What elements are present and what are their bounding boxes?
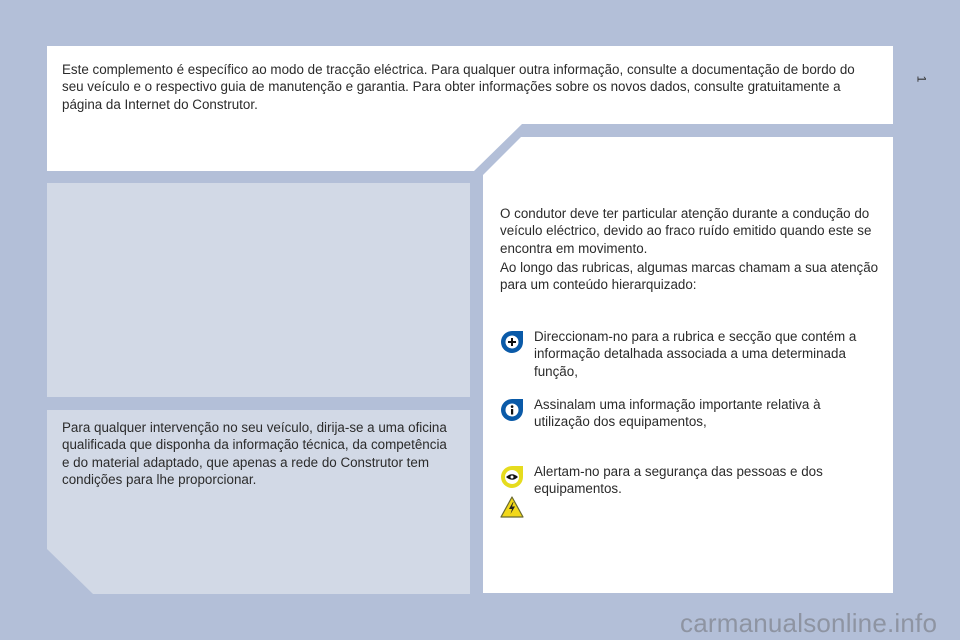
driver-notice-paragraph: O condutor deve ter particular atenção durante a condução do veículo eléctrico, devido ao fraco ruído emitido quando este se encontra em movimento. bbox=[500, 206, 872, 256]
eye-icon bbox=[500, 465, 524, 489]
legend-plus-label: Direccionam-no para a rubrica e secção que contém a informação detalhada associada a uma determinada função, bbox=[534, 329, 857, 379]
marks-intro-paragraph: Ao longo das rubricas, algumas marcas chamam a sua atenção para um conteúdo hierarquizado: bbox=[500, 260, 879, 293]
plus-icon bbox=[500, 330, 524, 354]
high-voltage-warning-icon bbox=[500, 496, 524, 518]
left-top-panel bbox=[47, 183, 470, 397]
intro-paragraph: Este complemento é específico ao modo de tracção eléctrica. Para qualquer outra informação, consulte a documentação de bordo do seu veículo e o respectivo guia de manutenção e garantia. Para obter informações sobre os novos dados, consulte gratuitamente a página da Internet do Construtor. bbox=[62, 62, 855, 112]
page-number: 1 bbox=[914, 75, 929, 83]
legend-alert-label: Alertam-no para a segurança das pessoas e dos equipamentos. bbox=[534, 464, 823, 497]
legend-info-label: Assinalam uma informação importante relativa à utilização dos equipamentos, bbox=[534, 397, 821, 430]
watermark: carmanualsonline.info bbox=[680, 608, 938, 638]
info-icon bbox=[500, 398, 524, 422]
workshop-notice-paragraph: Para qualquer intervenção no seu veículo, dirija-se a uma oficina qualificada que disponha da informação técnica, da competência e do material adaptado, que apenas a rede do Construtor tem condições para lhe proporcionar. bbox=[62, 420, 447, 487]
